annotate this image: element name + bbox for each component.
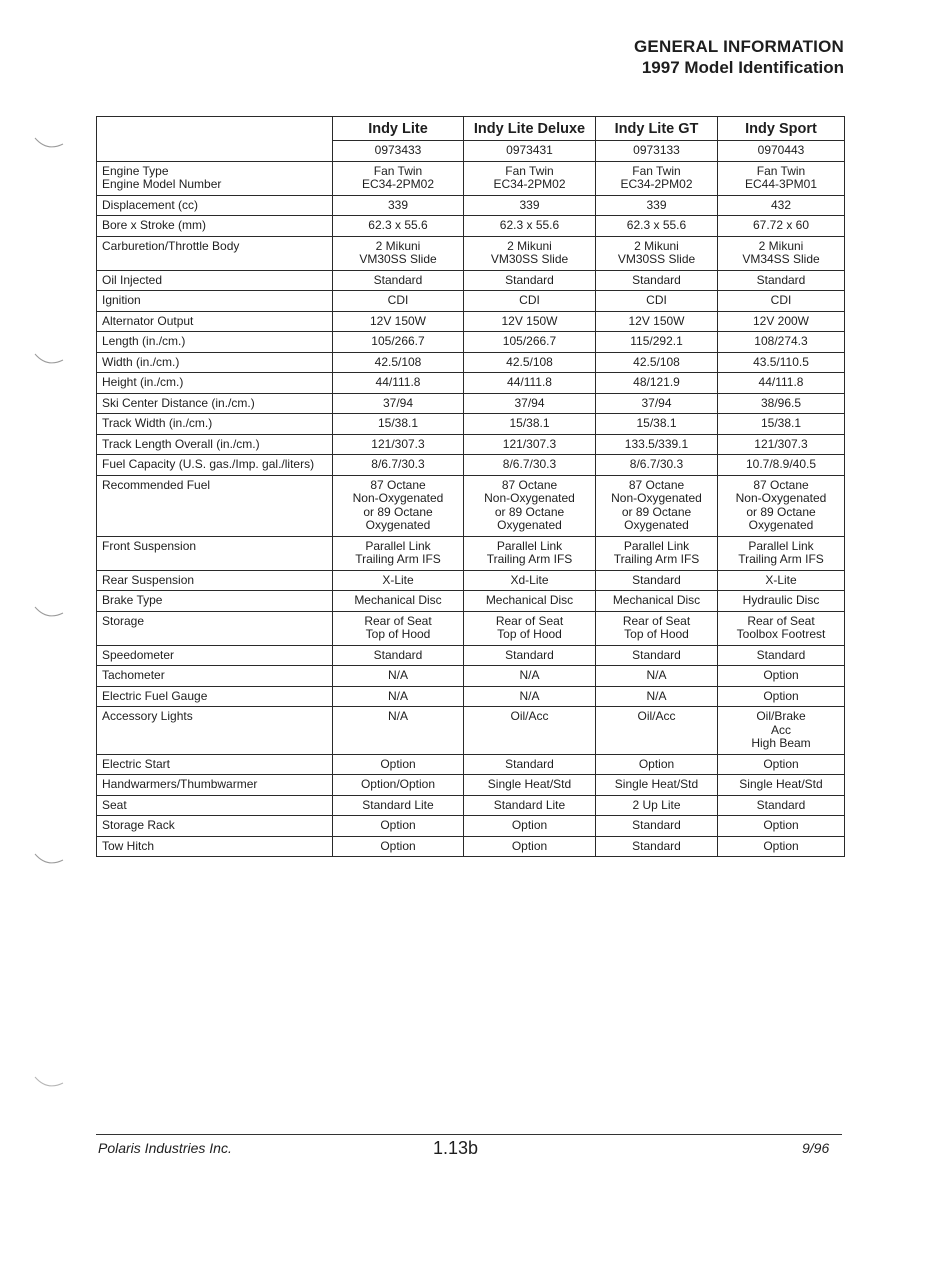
spec-value: Option <box>718 754 845 775</box>
table-row <box>97 775 845 796</box>
spec-value: Standard <box>596 816 718 837</box>
spec-value: 8/6.7/30.3 <box>333 455 464 476</box>
page-subtitle: 1997 Model Identification <box>641 58 844 77</box>
spec-value: Standard Lite <box>333 795 464 816</box>
spec-value: Rear of Seat Top of Hood <box>333 611 464 645</box>
spec-label: Height (in./cm.) <box>97 373 333 394</box>
spec-value: Standard Lite <box>464 795 596 816</box>
model-number-cell: 0973431 <box>464 141 596 162</box>
spec-value: 12V 150W <box>333 311 464 332</box>
spec-label: Brake Type <box>97 591 333 612</box>
spec-value: Standard <box>596 570 718 591</box>
table-row <box>97 836 845 857</box>
spec-value: Mechanical Disc <box>596 591 718 612</box>
spec-value: Option <box>718 686 845 707</box>
spec-value: Rear of Seat Top of Hood <box>596 611 718 645</box>
spec-value: Option <box>718 816 845 837</box>
spec-value: N/A <box>596 666 718 687</box>
spec-value: Mechanical Disc <box>333 591 464 612</box>
spec-value: 105/266.7 <box>333 332 464 353</box>
spec-value: Oil/Acc <box>596 707 718 755</box>
spec-label: Electric Fuel Gauge <box>97 686 333 707</box>
spec-value: 62.3 x 55.6 <box>333 216 464 237</box>
binder-hole-mark <box>33 1075 65 1091</box>
spec-value: 48/121.9 <box>596 373 718 394</box>
spec-value: 2 Mikuni VM30SS Slide <box>464 236 596 270</box>
spec-value: 108/274.3 <box>718 332 845 353</box>
spec-value: Fan Twin EC44-3PM01 <box>718 161 845 195</box>
spec-value: Option/Option <box>333 775 464 796</box>
spec-label: Length (in./cm.) <box>97 332 333 353</box>
spec-value: 44/111.8 <box>333 373 464 394</box>
spec-value: 8/6.7/30.3 <box>464 455 596 476</box>
spec-value: 2 Up Lite <box>596 795 718 816</box>
spec-value: N/A <box>333 707 464 755</box>
spec-value: Option <box>333 754 464 775</box>
binder-hole-mark <box>33 605 65 621</box>
spec-value: Option <box>718 836 845 857</box>
table-corner-cell <box>97 117 333 162</box>
spec-value: CDI <box>718 291 845 312</box>
spec-label: Oil Injected <box>97 270 333 291</box>
spec-value: Standard <box>718 645 845 666</box>
table-row <box>97 414 845 435</box>
footer-date: 9/96 <box>802 1140 830 1156</box>
spec-label: Storage Rack <box>97 816 333 837</box>
spec-value: Standard <box>596 645 718 666</box>
spec-value: 38/96.5 <box>718 393 845 414</box>
spec-value: Option <box>464 816 596 837</box>
spec-label: Seat <box>97 795 333 816</box>
spec-value: Xd-Lite <box>464 570 596 591</box>
table-row <box>97 754 845 775</box>
table-row <box>97 270 845 291</box>
spec-label: Electric Start <box>97 754 333 775</box>
spec-label: Handwarmers/Thumbwarmer <box>97 775 333 796</box>
spec-label: Front Suspension <box>97 536 333 570</box>
spec-value: Option <box>333 816 464 837</box>
spec-value: Rear of Seat Toolbox Footrest <box>718 611 845 645</box>
table-row <box>97 332 845 353</box>
spec-value: 15/38.1 <box>333 414 464 435</box>
spec-value: Option <box>718 666 845 687</box>
spec-label: Engine Type Engine Model Number <box>97 161 333 195</box>
spec-value: Fan Twin EC34-2PM02 <box>333 161 464 195</box>
spec-value: 37/94 <box>333 393 464 414</box>
spec-value: N/A <box>333 666 464 687</box>
spec-value: 339 <box>596 195 718 216</box>
spec-value: Fan Twin EC34-2PM02 <box>596 161 718 195</box>
spec-value: Standard <box>718 270 845 291</box>
spec-value: CDI <box>464 291 596 312</box>
table-row <box>97 686 845 707</box>
spec-value: N/A <box>464 686 596 707</box>
spec-value: 105/266.7 <box>464 332 596 353</box>
spec-value: Mechanical Disc <box>464 591 596 612</box>
spec-value: Fan Twin EC34-2PM02 <box>464 161 596 195</box>
footer-company: Polaris Industries Inc. <box>98 1140 232 1156</box>
spec-label: Storage <box>97 611 333 645</box>
spec-value: Rear of Seat Top of Hood <box>464 611 596 645</box>
spec-value: X-Lite <box>333 570 464 591</box>
table-row <box>97 666 845 687</box>
table-row <box>97 570 845 591</box>
spec-value: 42.5/108 <box>464 352 596 373</box>
spec-value: 67.72 x 60 <box>718 216 845 237</box>
spec-value: CDI <box>333 291 464 312</box>
spec-value: 339 <box>333 195 464 216</box>
spec-label: Ski Center Distance (in./cm.) <box>97 393 333 414</box>
table-header-row <box>97 117 845 141</box>
spec-label: Rear Suspension <box>97 570 333 591</box>
section-title: GENERAL INFORMATION <box>634 37 844 56</box>
spec-value: N/A <box>333 686 464 707</box>
spec-value: 432 <box>718 195 845 216</box>
table-row <box>97 536 845 570</box>
spec-value: Standard <box>464 645 596 666</box>
spec-label: Tachometer <box>97 666 333 687</box>
footer-divider <box>96 1134 842 1135</box>
table-row <box>97 216 845 237</box>
model-name-header: Indy Lite Deluxe <box>464 117 596 141</box>
spec-value: Parallel Link Trailing Arm IFS <box>596 536 718 570</box>
spec-label: Track Length Overall (in./cm.) <box>97 434 333 455</box>
spec-value: N/A <box>464 666 596 687</box>
spec-value: 87 Octane Non-Oxygenated or 89 Octane Oxygenated <box>718 475 845 536</box>
spec-value: 15/38.1 <box>596 414 718 435</box>
spec-value: 43.5/110.5 <box>718 352 845 373</box>
table-row <box>97 161 845 195</box>
model-name-header: Indy Lite GT <box>596 117 718 141</box>
spec-value: Parallel Link Trailing Arm IFS <box>333 536 464 570</box>
table-row <box>97 645 845 666</box>
spec-value: Standard <box>718 795 845 816</box>
spec-value: 2 Mikuni VM30SS Slide <box>333 236 464 270</box>
table-row <box>97 475 845 536</box>
table-row <box>97 707 845 755</box>
page-header <box>634 36 844 78</box>
spec-value: Standard <box>464 754 596 775</box>
spec-value: 12V 200W <box>718 311 845 332</box>
spec-value: Standard <box>464 270 596 291</box>
table-row <box>97 291 845 312</box>
spec-value: CDI <box>596 291 718 312</box>
table-row <box>97 795 845 816</box>
spec-value: Parallel Link Trailing Arm IFS <box>718 536 845 570</box>
table-row <box>97 352 845 373</box>
spec-label: Displacement (cc) <box>97 195 333 216</box>
spec-value: Standard <box>596 836 718 857</box>
table-row <box>97 611 845 645</box>
spec-value: Option <box>596 754 718 775</box>
table-row <box>97 373 845 394</box>
spec-value: 339 <box>464 195 596 216</box>
spec-value: 115/292.1 <box>596 332 718 353</box>
spec-value: 121/307.3 <box>718 434 845 455</box>
table-row <box>97 816 845 837</box>
spec-label: Speedometer <box>97 645 333 666</box>
spec-label: Alternator Output <box>97 311 333 332</box>
spec-value: 42.5/108 <box>333 352 464 373</box>
spec-label: Fuel Capacity (U.S. gas./Imp. gal./liters) <box>97 455 333 476</box>
binder-hole-mark <box>33 852 65 868</box>
table-row <box>97 195 845 216</box>
table-row <box>97 434 845 455</box>
spec-label: Carburetion/Throttle Body <box>97 236 333 270</box>
binder-hole-mark <box>33 136 65 152</box>
spec-value: 133.5/339.1 <box>596 434 718 455</box>
spec-value: Option <box>333 836 464 857</box>
spec-value: 62.3 x 55.6 <box>596 216 718 237</box>
spec-value: 8/6.7/30.3 <box>596 455 718 476</box>
spec-label: Bore x Stroke (mm) <box>97 216 333 237</box>
spec-value: Single Heat/Std <box>718 775 845 796</box>
spec-value: 10.7/8.9/40.5 <box>718 455 845 476</box>
model-number-cell: 0973133 <box>596 141 718 162</box>
spec-value: Option <box>464 836 596 857</box>
spec-value: 15/38.1 <box>464 414 596 435</box>
footer-page-number: 1.13b <box>433 1138 479 1158</box>
spec-value: 37/94 <box>464 393 596 414</box>
spec-value: 44/111.8 <box>718 373 845 394</box>
spec-value: 12V 150W <box>464 311 596 332</box>
spec-value: Oil/Brake Acc High Beam <box>718 707 845 755</box>
table-row <box>97 591 845 612</box>
table-row <box>97 393 845 414</box>
binder-hole-mark <box>33 352 65 368</box>
spec-label: Accessory Lights <box>97 707 333 755</box>
spec-value: 121/307.3 <box>333 434 464 455</box>
spec-value: 87 Octane Non-Oxygenated or 89 Octane Oxygenated <box>464 475 596 536</box>
table-row <box>97 236 845 270</box>
spec-value: Standard <box>333 645 464 666</box>
spec-value: 62.3 x 55.6 <box>464 216 596 237</box>
model-name-header: Indy Lite <box>333 117 464 141</box>
spec-value: 87 Octane Non-Oxygenated or 89 Octane Oxygenated <box>333 475 464 536</box>
spec-label: Track Width (in./cm.) <box>97 414 333 435</box>
spec-value: 121/307.3 <box>464 434 596 455</box>
spec-label: Ignition <box>97 291 333 312</box>
model-number-cell: 0970443 <box>718 141 845 162</box>
spec-value: N/A <box>596 686 718 707</box>
model-number-cell: 0973433 <box>333 141 464 162</box>
spec-value: 42.5/108 <box>596 352 718 373</box>
spec-value: Standard <box>596 270 718 291</box>
spec-value: 44/111.8 <box>464 373 596 394</box>
spec-value: Single Heat/Std <box>596 775 718 796</box>
model-name-header: Indy Sport <box>718 117 845 141</box>
spec-label: Tow Hitch <box>97 836 333 857</box>
spec-value: Oil/Acc <box>464 707 596 755</box>
spec-label: Recommended Fuel <box>97 475 333 536</box>
spec-value: Parallel Link Trailing Arm IFS <box>464 536 596 570</box>
table-row <box>97 311 845 332</box>
spec-value: 87 Octane Non-Oxygenated or 89 Octane Oxygenated <box>596 475 718 536</box>
spec-value: 2 Mikuni VM30SS Slide <box>596 236 718 270</box>
spec-value: Standard <box>333 270 464 291</box>
spec-value: X-Lite <box>718 570 845 591</box>
table-row <box>97 455 845 476</box>
spec-value: 12V 150W <box>596 311 718 332</box>
spec-label: Width (in./cm.) <box>97 352 333 373</box>
spec-value: 2 Mikuni VM34SS Slide <box>718 236 845 270</box>
spec-value: Single Heat/Std <box>464 775 596 796</box>
spec-value: 15/38.1 <box>718 414 845 435</box>
model-identification-table <box>96 116 845 857</box>
spec-value: Hydraulic Disc <box>718 591 845 612</box>
spec-value: 37/94 <box>596 393 718 414</box>
